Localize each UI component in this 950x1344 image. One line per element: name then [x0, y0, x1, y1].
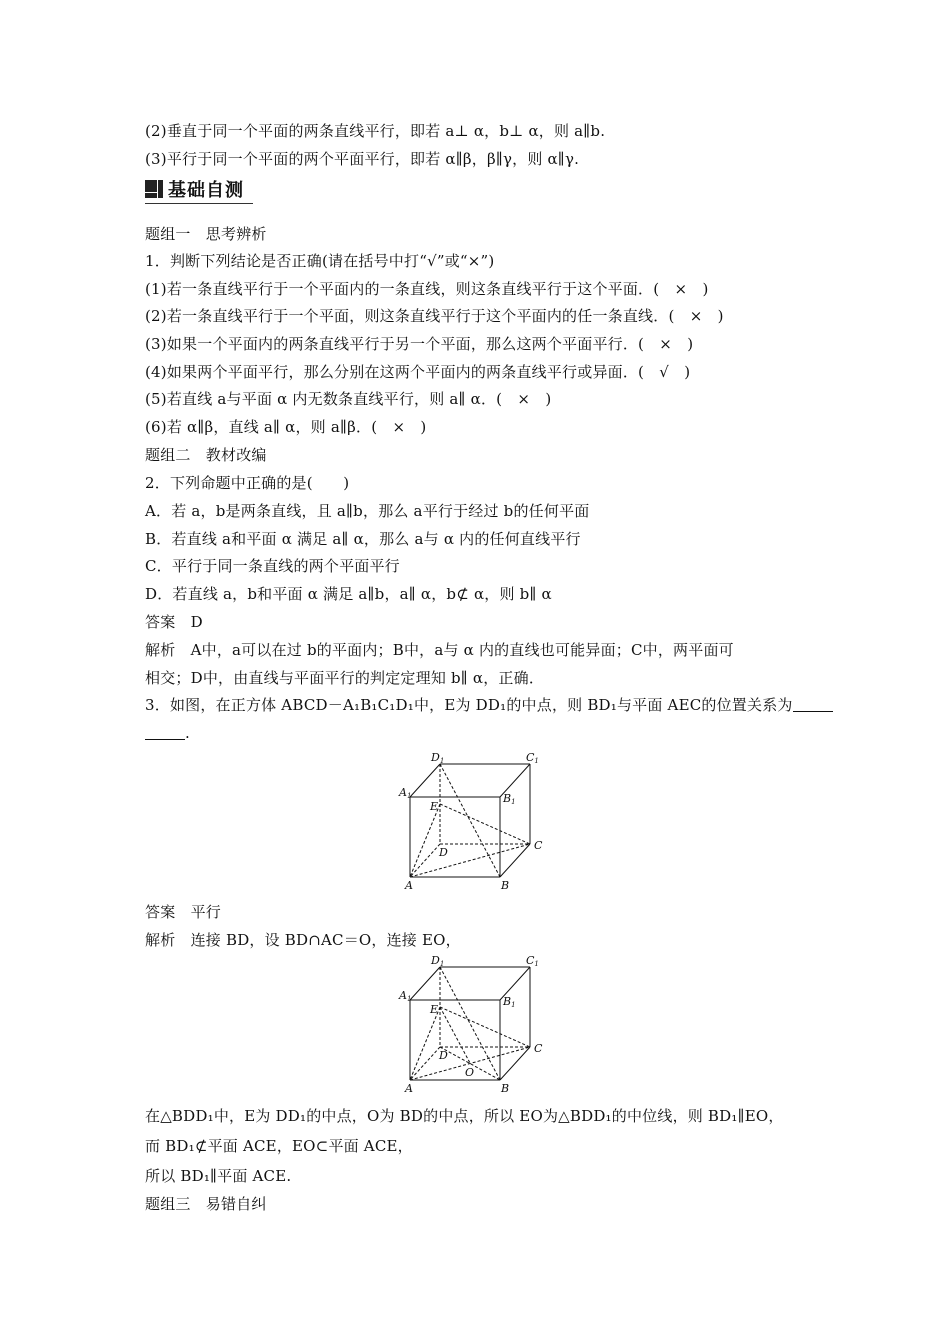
label-b: B [501, 879, 510, 892]
question-stem [145, 695, 833, 715]
question-stem: 1．判断下列结论是否正确(请在括号中打“√”或“×”) [145, 252, 495, 270]
label-b1: B1 [503, 792, 516, 806]
statement-item: (3)如果一个平面内的两条直线平行于另一个平面，那么这两个平面平行．( × ) [145, 335, 694, 353]
label-a: A [405, 879, 413, 892]
choice-option: B．若直线 a和平面 α 满足 a∥ α，那么 a与 α 内的任何直线平行 [145, 530, 581, 548]
text-line: (2)垂直于同一个平面的两条直线平行，即若 a⊥ α，b⊥ α，则 a∥b. [145, 122, 606, 140]
label-b: B [501, 1082, 510, 1095]
group-heading: 题组三 易错自纠 [145, 1195, 267, 1213]
question-stem: 2．下列命题中正确的是( ) [145, 474, 350, 492]
analysis-line: 解析 连接 BD，设 BD∩AC＝O，连接 EO， [145, 931, 461, 949]
statement-item: (6)若 α∥β，直线 a∥ α，则 a∥β．( × ) [145, 418, 427, 436]
cube-figure-1 [395, 752, 555, 892]
statement-item: (5)若直线 a与平面 α 内无数条直线平行，则 a∥ α．( × ) [145, 390, 552, 408]
label-c: C [534, 1042, 543, 1055]
answer-blank [145, 725, 185, 740]
analysis-line: 而 BD₁⊄平面 ACE，EO⊂平面 ACE， [145, 1137, 413, 1155]
analysis-line: 所以 BD₁∥平面 ACE. [145, 1167, 292, 1185]
analysis-line: 解析 A中，a可以在过 b的平面内；B中，a与 α 内的直线也可能异面；C中，两平面可 [145, 641, 734, 659]
label-d1: D1 [431, 752, 445, 765]
analysis-line: 相交；D中，由直线与平面平行的判定定理知 b∥ α，正确． [145, 669, 545, 687]
choice-option: C．平行于同一条直线的两个平面平行 [145, 557, 400, 575]
section-underline [145, 203, 253, 204]
label-d: D [439, 846, 448, 859]
question-text: 3．如图，在正方体 ABCD－A₁B₁C₁D₁中，E为 DD₁的中点，则 BD₁与平面 AEC的位置关系为 [145, 696, 793, 714]
statement-item: (4)如果两个平面平行，那么分别在这两个平面内的两条直线平行或异面．( √ ) [145, 363, 691, 381]
group-heading: 题组二 教材改编 [145, 446, 267, 464]
statement-item: (1)若一条直线平行于一个平面内的一条直线，则这条直线平行于这个平面．( × ) [145, 280, 709, 298]
label-c1: C1 [526, 955, 539, 968]
cube-figure-2 [395, 955, 555, 1095]
label-a1: A1 [399, 786, 412, 800]
label-c: C [534, 839, 543, 852]
group-heading: 题组一 思考辨析 [145, 225, 267, 243]
choice-option: A．若 a，b是两条直线，且 a∥b，那么 a平行于经过 b的任何平面 [145, 502, 590, 520]
choice-option: D．若直线 a，b和平面 α 满足 a∥b，a∥ α，b⊄ α，则 b∥ α [145, 585, 552, 603]
label-e: E [430, 1003, 439, 1016]
section-title: 基础自测 [168, 180, 244, 201]
label-c1: C1 [526, 752, 539, 765]
answer-blank [793, 697, 833, 712]
answer-blank-continued: . [145, 723, 190, 743]
answer-line: 答案 平行 [145, 903, 222, 921]
section-marker-icon [145, 180, 163, 198]
label-a1: A1 [399, 989, 412, 1003]
label-o: O [465, 1066, 475, 1079]
label-e: E [430, 800, 439, 813]
label-d1: D1 [431, 955, 445, 968]
label-b1: B1 [503, 995, 516, 1009]
label-d: D [439, 1049, 448, 1062]
section-heading [145, 176, 244, 202]
text-line: (3)平行于同一个平面的两个平面平行，即若 α∥β，β∥γ，则 α∥γ. [145, 150, 580, 168]
statement-item: (2)若一条直线平行于一个平面，则这条直线平行于这个平面内的任一条直线．( × ) [145, 307, 724, 325]
label-a: A [405, 1082, 413, 1095]
answer-line: 答案 D [145, 613, 203, 631]
analysis-line: 在△BDD₁中，E为 DD₁的中点，O为 BD的中点，所以 EO为△BDD₁的中位线，则 BD₁∥EO， [145, 1107, 784, 1125]
